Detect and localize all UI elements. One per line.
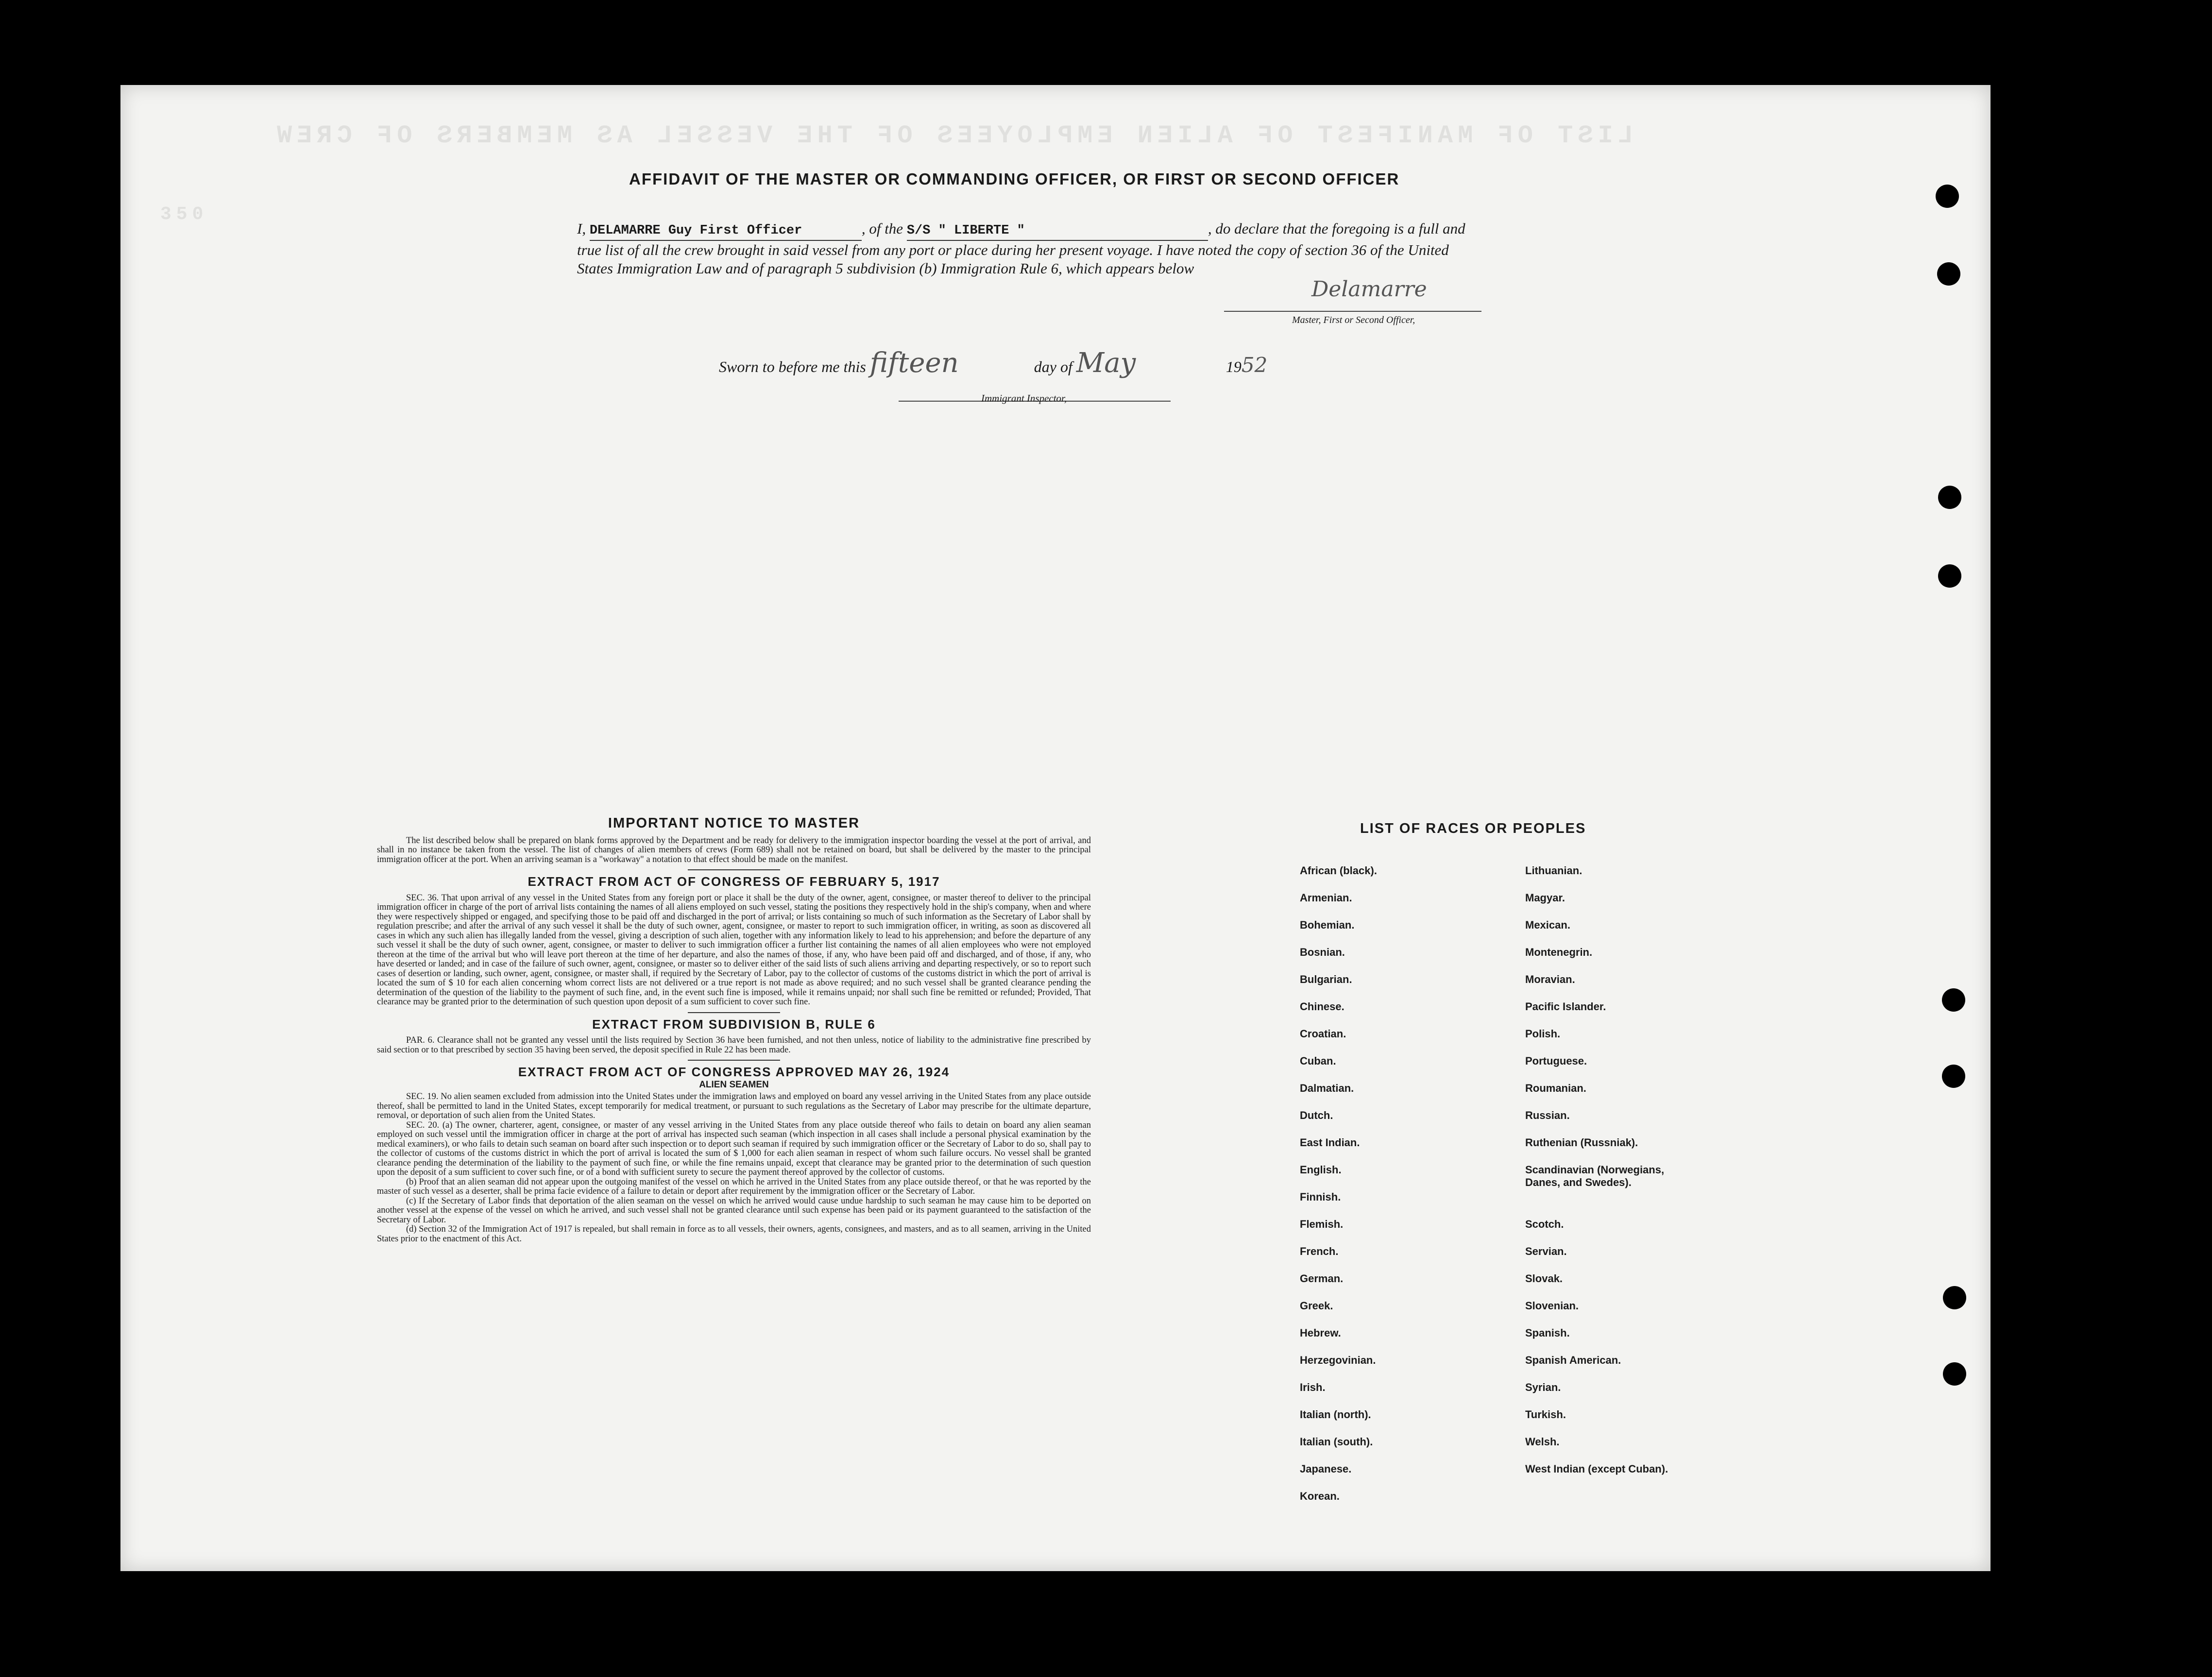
officer-signature-line	[1224, 311, 1481, 312]
race-item: Italian (south).	[1300, 1436, 1373, 1448]
race-item: Portuguese.	[1525, 1055, 1587, 1067]
notice-title: IMPORTANT NOTICE TO MASTER	[608, 815, 860, 831]
race-item: Pacific Islander.	[1525, 1000, 1606, 1013]
notice-section	[377, 816, 1091, 1244]
punch-hole	[1936, 185, 1959, 208]
of-the-text: , of the	[861, 220, 903, 237]
sworn-prefix: Sworn to before me this	[719, 358, 866, 375]
punch-hole	[1943, 1362, 1966, 1386]
race-item: Herzegovinian.	[1300, 1354, 1376, 1366]
race-item: Slovak.	[1525, 1272, 1563, 1285]
year-suffix: 52	[1241, 353, 1268, 377]
punch-hole	[1937, 262, 1960, 286]
officer-signature: Delamarre	[1311, 277, 1427, 302]
race-item: Bohemian.	[1300, 919, 1355, 931]
race-item: Servian.	[1525, 1245, 1567, 1257]
race-item: Bosnian.	[1300, 946, 1345, 958]
sec20b-text: (b) Proof that an alien seaman did not appear upon the outgoing manifest of the vessel on which he arrived in the United States from any place outside thereof, or that he was reported by the master of such vessel as a deserter, shall be prima facie evidence of a failure to detain or deport after requirement by the immigration officer or the Secretary of Labor.	[377, 1177, 1091, 1196]
races-column-1	[1300, 864, 1504, 1517]
sworn-statement	[719, 347, 1267, 379]
race-item: Dutch.	[1300, 1109, 1333, 1121]
divider	[688, 869, 780, 870]
punch-hole	[1938, 564, 1961, 588]
race-item: French.	[1300, 1245, 1339, 1257]
race-item: Polish.	[1525, 1028, 1561, 1040]
race-item: Welsh.	[1525, 1436, 1560, 1448]
race-item: West Indian (except Cuban).	[1525, 1463, 1668, 1475]
race-item: Spanish American.	[1525, 1354, 1621, 1366]
affidavit-declaration	[577, 220, 1485, 278]
declaration-prefix: I,	[577, 220, 586, 237]
race-item: Lithuanian.	[1525, 864, 1582, 877]
divider	[688, 1060, 780, 1061]
sworn-month: May	[1076, 347, 1136, 379]
notice-text: The list described below shall be prepared on blank forms approved by the Department and be ready for delivery to the immigration inspector boarding the vessel at the port of arrival, and shall in no instance be taken from the vessel. The list of changes of alien members of crews (Form 689) shall not be retained on board, but shall be delivered by the master to the principal immigration officer at the port. When an arriving seaman is a "workaway" a notation to that effect should be made on the manifest.	[377, 835, 1091, 864]
race-item: Korean.	[1300, 1490, 1340, 1502]
race-item: Slovenian.	[1525, 1300, 1579, 1312]
race-item: Montenegrin.	[1525, 946, 1593, 958]
race-item: Ruthenian (Russniak).	[1525, 1136, 1638, 1149]
race-item: Dalmatian.	[1300, 1082, 1354, 1094]
extract3-title: EXTRACT FROM ACT OF CONGRESS APPROVED MAY 26, 1924	[518, 1065, 950, 1079]
race-item: Cuban.	[1300, 1055, 1336, 1067]
extract2-text: PAR. 6. Clearance shall not be granted any vessel until the lists required by Section 36 have been furnished, and not then unless, notice of liability to the administrative fine prescribed by said section or to that prescribed by section 35 having been served, the deposit specified in Rule 22 has been made.	[377, 1035, 1091, 1055]
bleed-through-text: LIST OF MANIFEST OF ALIEN EMPLOYEES OF THE VESSEL AS MEMBERS OF CREW	[272, 121, 1633, 150]
race-item: Spanish.	[1525, 1327, 1570, 1339]
race-item: Greek.	[1300, 1300, 1333, 1312]
race-item: Scandinavian (Norwegians, Danes, and Swedes).	[1525, 1164, 1665, 1188]
affidavit-title: AFFIDAVIT OF THE MASTER OR COMMANDING OFFICER, OR FIRST OR SECOND OFFICER	[629, 170, 1400, 188]
sec20d-text: (d) Section 32 of the Immigration Act of 1917 is repealed, but shall remain in force as to all vessels, their owners, agents, consignees, and masters, and as to all seamen, arriving in the United States prior to the enactment of this Act.	[377, 1224, 1091, 1244]
race-item: Irish.	[1300, 1381, 1326, 1393]
race-item: Scotch.	[1525, 1218, 1564, 1230]
day-of-text: day of	[1034, 358, 1072, 375]
officer-name: DELAMARRE Guy First Officer	[589, 223, 802, 238]
year-prefix: 19	[1225, 358, 1242, 375]
officer-signature-label: Master, First or Second Officer,	[1292, 315, 1415, 325]
race-item: East Indian.	[1300, 1136, 1360, 1149]
race-item: English.	[1300, 1164, 1342, 1176]
race-item: Hebrew.	[1300, 1327, 1341, 1339]
race-item: Croatian.	[1300, 1028, 1346, 1040]
race-item: Armenian.	[1300, 892, 1352, 904]
race-item: German.	[1300, 1272, 1344, 1285]
race-item: Flemish.	[1300, 1218, 1344, 1230]
officer-name-field	[590, 220, 862, 241]
extract2-title: EXTRACT FROM SUBDIVISION B, RULE 6	[592, 1016, 876, 1032]
punch-hole	[1942, 1065, 1965, 1088]
extract1-title: EXTRACT FROM ACT OF CONGRESS OF FEBRUARY 5, 1917	[527, 874, 940, 889]
sec19-text: SEC. 19. No alien seamen excluded from admission into the United States under the immigration laws and employed on board any vessel arriving in the United States from any place outside thereof, shall be permitted to land in the United States, except temporarily for medical treatment, or pursuant to such regulations as the Secretary of Labor may prescribe for the ultimate departure, removal, or deportation of such alien from the United States.	[377, 1092, 1091, 1120]
race-item: Roumanian.	[1525, 1082, 1586, 1094]
race-item: Chinese.	[1300, 1000, 1344, 1013]
bleed-through-text: 350	[160, 204, 208, 225]
divider	[688, 1012, 780, 1013]
inspector-label: Immigrant Inspector,	[981, 392, 1067, 404]
race-item: Russian.	[1525, 1109, 1570, 1121]
race-item: Bulgarian.	[1300, 973, 1352, 985]
declaration-text: , do declare that the foregoing is a full and true list of all the crew brought in said vessel from any port or place during her present voyage. I have noted the copy of section 36 of the United States Immigration Law and of paragraph 5 subdivision (b) Immigration Rule 6, which appears below	[577, 220, 1465, 277]
extract3-subtitle: ALIEN SEAMEN	[699, 1079, 769, 1090]
sec20c-text: (c) If the Secretary of Labor finds that deportation of the alien seaman on the vessel on which he arrived would cause undue hardship to such seaman he may cause him to be deported on another vessel at the expense of the vessel on which he arrived, and such vessel shall not be granted clearance until such expense has been paid or its payment guaranteed to the satisfaction of the Secretary of Labor.	[377, 1196, 1091, 1225]
race-item: Finnish.	[1300, 1191, 1341, 1203]
race-item: Italian (north).	[1300, 1408, 1371, 1421]
races-title: LIST OF RACES OR PEOPLES	[1360, 821, 1586, 836]
race-item: Mexican.	[1525, 919, 1570, 931]
extract1-text: SEC. 36. That upon arrival of any vessel in the United States from any foreign port or place it shall be the duty of the owner, agent, consignee, or master thereof to deliver to the principal immigration officer in charge of the port of arrival lists containing the names of all aliens employed on such vessel, stating the positions they respectively hold in the ship's company, when and where they were respectively shipped or engaged, and specifying those to be paid off and discharged in the port of arrival; or lists containing so much of such information as the Secretary of Labor shall by regulation prescribe; and after the arrival of any such vessel it shall be the duty of such owner, agent, consignee, or master to report to such immigration officer, in writing, as soon as discovered all cases in which any such alien has illegally landed from the vessel, giving a description of such alien, together with any information likely to lead to his apprehension; and before the departure of any such vessel it shall be the duty of such owner, agent, consignee, or master to deliver to such immigration officer a further list containing the names of all alien employees who were not employed thereon at the time of the arrival but who will leave port thereon at the time of her departure, and also the names of those, if any, who have been paid off and discharged, and of those, if any, who have deserted or landed; and in case of the failure of such owner, agent, consignee, or master so to deliver either of the said lists of such aliens arriving and departing respectively, or so to report such cases of desertion or landing, such owner, agent, consignee, or master shall, if required by the Secretary of Labor, pay to the collector of customs of the customs district in which the port of arrival is located the sum of $ 10 for each alien concerning whom correct lists are not delivered or a true report is not made as above required; and no such vessel shall be granted clearance pending the determination of the question of the liability to the payment of such fine, and, in the event such fine is imposed, while it remains unpaid; nor shall such fine be remitted or refunded; Provided, That clearance may be granted prior to the determination of such question upon deposit of a sum sufficient to cover such fine.	[377, 893, 1091, 1007]
vessel-name-field	[907, 220, 1208, 241]
race-item: Syrian.	[1525, 1381, 1561, 1393]
punch-hole	[1942, 988, 1965, 1012]
race-item: Japanese.	[1300, 1463, 1352, 1475]
punch-hole	[1943, 1286, 1966, 1309]
sworn-day: fifteen	[869, 347, 959, 379]
race-item: Magyar.	[1525, 892, 1565, 904]
vessel-name: S/S " LIBERTE "	[906, 223, 1025, 238]
punch-hole	[1938, 486, 1961, 509]
race-item: Moravian.	[1525, 973, 1575, 985]
race-item: African (black).	[1300, 864, 1377, 877]
sec20a-text: SEC. 20. (a) The owner, charterer, agent, consignee, or master of any vessel arriving in the United States from any place outside thereof who fails to detain on board any alien seaman employed on such vessel until the immigration officer in charge at the port of arrival has inspected such seaman (which inspection in all cases shall include a personal physical examination by the medical examiners), or who fails to detain such seaman on board after such inspection or to deport such seaman if required by such immigration officer or the Secretary of Labor to do so, shall pay to the collector of customs of the customs district in which the port of arrival is located the sum of $ 1,000 for each alien seaman in respect of whom such failure occurs. No vessel shall be granted clearance pending the determination of the liability to the payment of such fine, or while the fine remains unpaid, except that clearance may be granted prior to the determination of such question upon the deposit of a sum sufficient to cover such fine, or of a bond with sufficient surety to secure the payment thereof approved by the collector of customs.	[377, 1120, 1091, 1177]
race-item: Turkish.	[1525, 1408, 1566, 1421]
races-column-2	[1525, 864, 1729, 1490]
